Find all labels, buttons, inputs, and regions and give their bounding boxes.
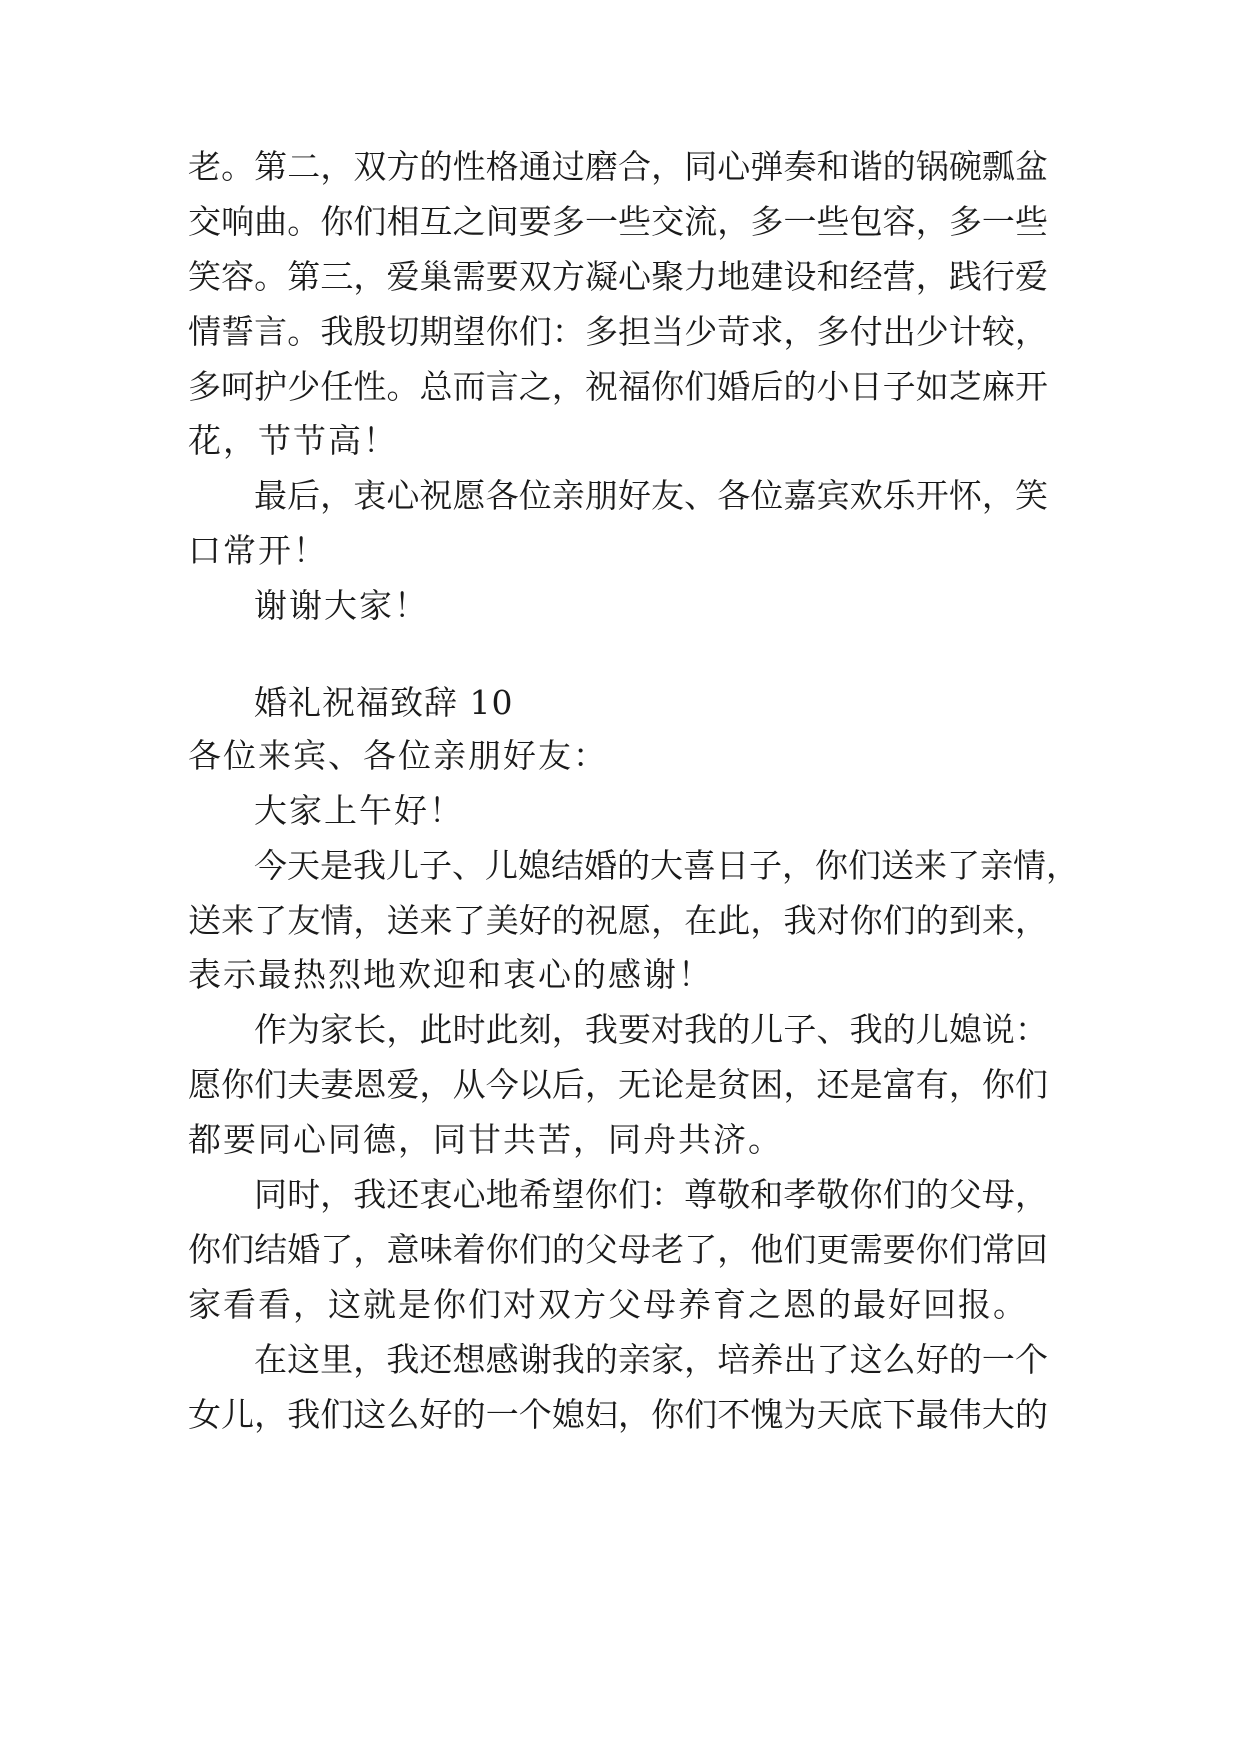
- text-line: 女儿，我们这么好的一个媳妇，你们不愧为天底下最伟大的: [188, 1395, 1048, 1434]
- text-line: 口常开！: [188, 531, 328, 570]
- text-line: 情誓言。我殷切期望你们：多担当少苛求，多付出少计较，: [188, 312, 1048, 351]
- text-line: 都要同心同德，同甘共苦，同舟共济。: [188, 1120, 783, 1159]
- text-line: 老。第二，双方的性格通过磨合，同心弹奏和谐的锅碗瓢盆: [188, 147, 1048, 186]
- text-line: 你们结婚了，意味着你们的父母老了，他们更需要你们常回: [188, 1230, 1048, 1269]
- text-line: 最后，衷心祝愿各位亲朋好友、各位嘉宾欢乐开怀，笑: [254, 476, 1048, 515]
- text-line: 多呵护少任性。总而言之，祝福你们婚后的小日子如芝麻开: [188, 367, 1048, 406]
- text-line: 作为家长，此时此刻，我要对我的儿子、我的儿媳说：: [254, 1010, 1048, 1049]
- text-line: 交响曲。你们相互之间要多一些交流，多一些包容，多一些: [188, 202, 1048, 241]
- text-line: 同时，我还衷心地希望你们：尊敬和孝敬你们的父母，: [254, 1175, 1048, 1214]
- text-line: 表示最热烈地欢迎和衷心的感谢！: [188, 955, 713, 994]
- text-line: 笑容。第三，爱巢需要双方凝心聚力地建设和经营，践行爱: [188, 257, 1048, 296]
- text-line: 谢谢大家！: [254, 586, 429, 625]
- text-line: 家看看，这就是你们对双方父母养育之恩的最好回报。: [188, 1285, 1028, 1324]
- text-line: 愿你们夫妻恩爱，从今以后，无论是贫困，还是富有，你们: [188, 1065, 1048, 1104]
- greeting: 大家上午好！: [254, 791, 464, 830]
- text-line: 送来了友情，送来了美好的祝愿，在此，我对你们的到来，: [188, 901, 1048, 940]
- text-line: 在这里，我还想感谢我的亲家，培养出了这么好的一个: [254, 1340, 1048, 1379]
- section-heading: 婚礼祝福致辞 10: [254, 683, 514, 722]
- salutation: 各位来宾、各位亲朋好友：: [188, 736, 608, 775]
- text-line: 花，节节高！: [188, 421, 398, 460]
- text-line: 今天是我儿子、儿媳结婚的大喜日子，你们送来了亲情，: [254, 846, 1079, 885]
